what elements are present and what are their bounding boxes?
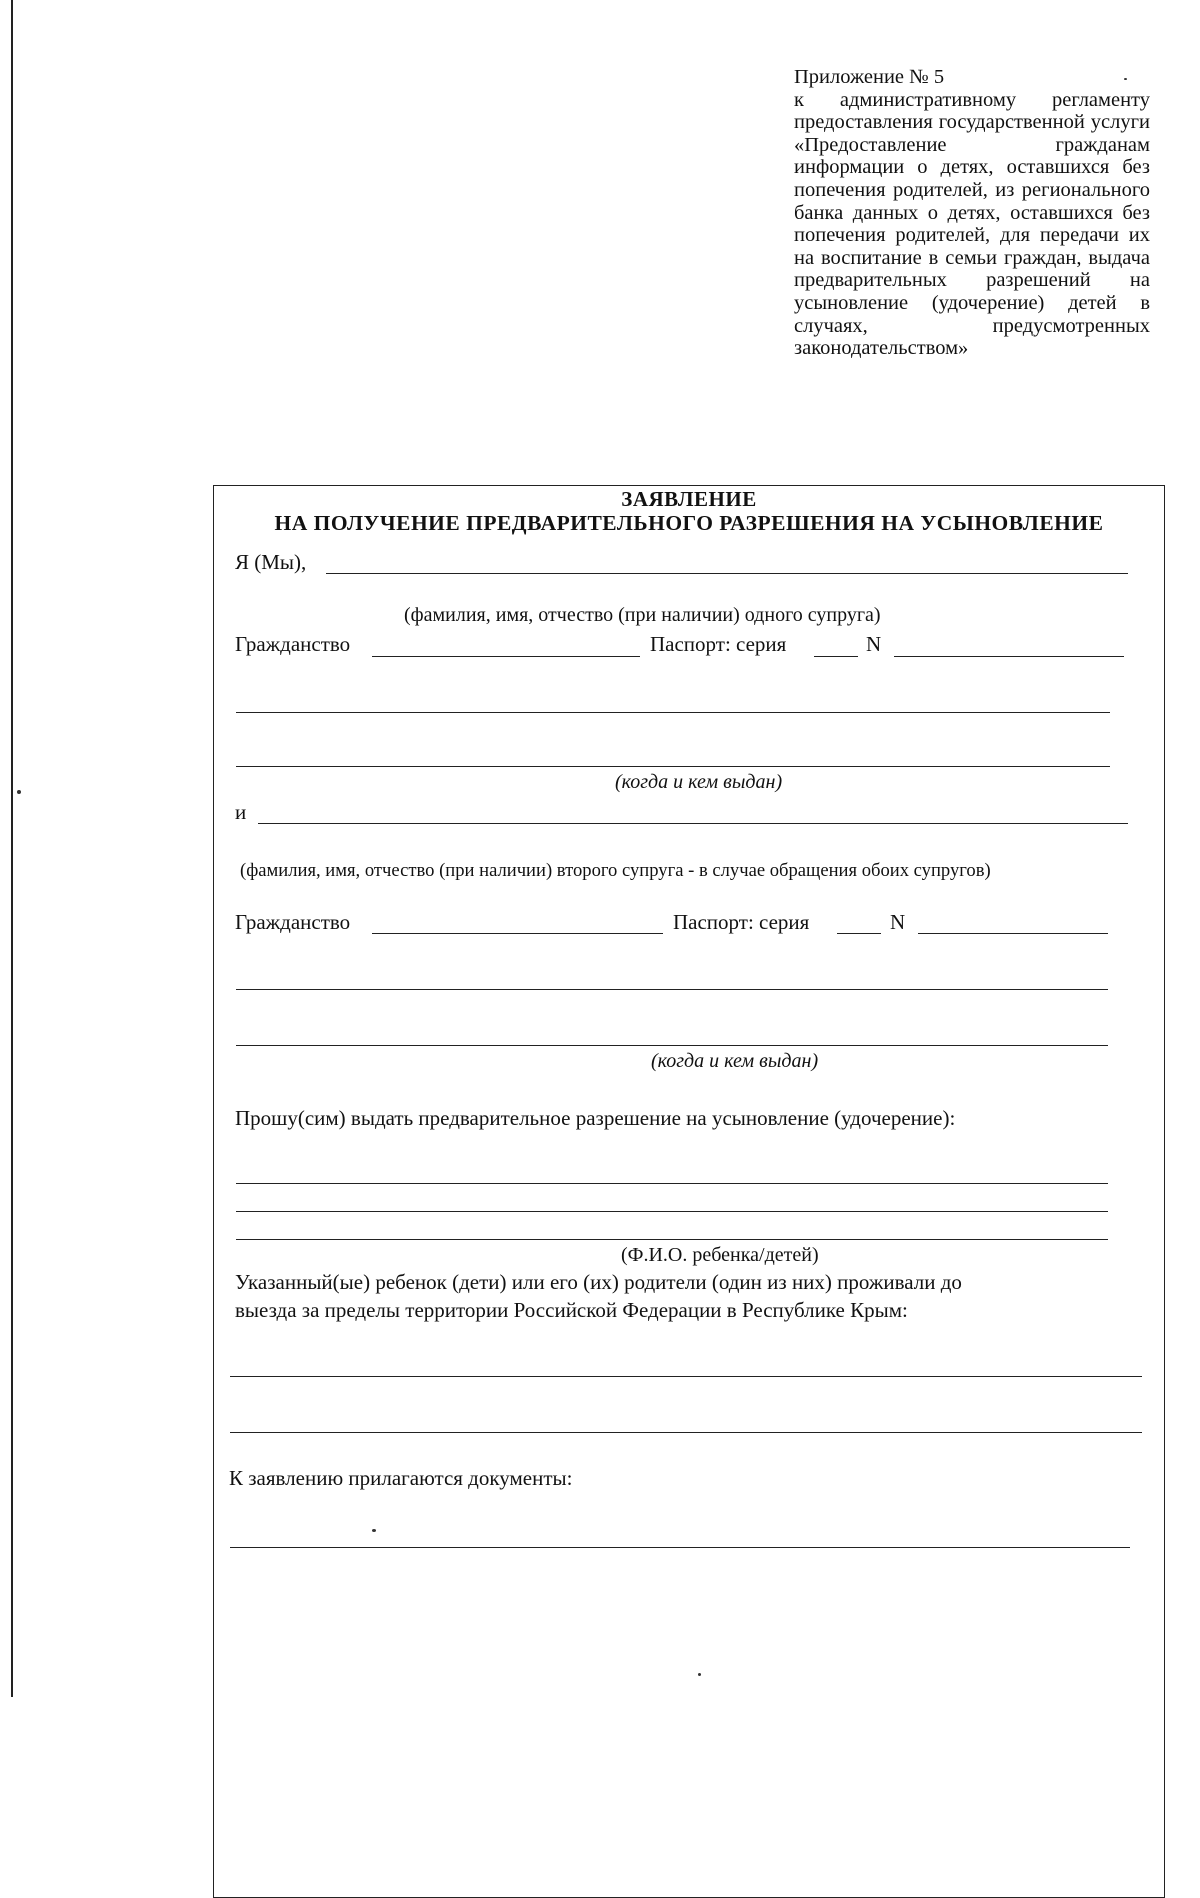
passport-series-field-2[interactable] bbox=[837, 933, 881, 934]
passport-series-label-2: Паспорт: серия bbox=[673, 910, 810, 934]
attachments-label: К заявлению прилагаются документы: bbox=[229, 1466, 573, 1490]
application-form-frame bbox=[213, 485, 1165, 1898]
citizenship-label-2: Гражданство bbox=[235, 910, 351, 934]
and-label: и bbox=[235, 800, 247, 824]
citizenship-label-1: Гражданство bbox=[235, 632, 351, 656]
passport-issued-field-1a[interactable] bbox=[236, 712, 1110, 713]
left-margin-rule bbox=[11, 0, 13, 1697]
residence-field-b[interactable] bbox=[230, 1432, 1142, 1433]
residence-text-line1: Указанный(ые) ребенок (дети) или его (их) родители (один из них) проживали до bbox=[235, 1270, 962, 1294]
issued-caption-1: (когда и кем выдан) bbox=[615, 771, 783, 793]
child-name-field-c[interactable] bbox=[236, 1239, 1108, 1240]
child-name-field-a[interactable] bbox=[236, 1183, 1108, 1184]
passport-issued-field-2a[interactable] bbox=[236, 989, 1108, 990]
appendix-text: к административному регламенту предоставления государственной услуги «Предоставление гражданам информации о детях, оставшихся без попечения родителей, из регионального банка данных о детях, оставшихся без попечения родителей, для передачи их на воспитание в семьи граждан, выдача предварительных разрешений на усыновление (удочерение) детей в случаях, предусмотренных законодательством» bbox=[794, 88, 1150, 360]
residence-text-line2: выезда за пределы территории Российской Федерации в Республике Крым: bbox=[235, 1298, 908, 1322]
appendix-header bbox=[794, 66, 1150, 360]
spouse1-name-field[interactable] bbox=[326, 573, 1128, 574]
child-name-field-b[interactable] bbox=[236, 1211, 1108, 1212]
passport-number-label-1: N bbox=[866, 632, 882, 656]
passport-number-label-2: N bbox=[890, 910, 906, 934]
appendix-number: Приложение № 5 bbox=[794, 66, 945, 88]
form-subtitle: НА ПОЛУЧЕНИЕ ПРЕДВАРИТЕЛЬНОГО РАЗРЕШЕНИЯ НА УСЫНОВЛЕНИЕ bbox=[274, 511, 1104, 535]
passport-issued-field-2b[interactable] bbox=[236, 1045, 1108, 1046]
we-label: Я (Мы), bbox=[235, 550, 307, 574]
spouse2-name-caption: (фамилия, имя, отчество (при наличии) второго супруга - в случае обращения обоих супругов) bbox=[240, 860, 991, 881]
attachments-field[interactable] bbox=[230, 1547, 1130, 1548]
citizenship-field-1[interactable] bbox=[372, 656, 640, 657]
scan-speck bbox=[372, 1529, 376, 1532]
citizenship-field-2[interactable] bbox=[372, 933, 663, 934]
request-text: Прошу(сим) выдать предварительное разрешение на усыновление (удочерение): bbox=[235, 1106, 956, 1130]
issued-caption-2: (когда и кем выдан) bbox=[651, 1050, 819, 1072]
residence-field-a[interactable] bbox=[230, 1376, 1142, 1377]
passport-issued-field-1b[interactable] bbox=[236, 766, 1110, 767]
passport-series-label-1: Паспорт: серия bbox=[650, 632, 787, 656]
passport-series-field-1[interactable] bbox=[814, 656, 858, 657]
passport-number-field-2[interactable] bbox=[918, 933, 1108, 934]
spouse2-name-field[interactable] bbox=[258, 823, 1128, 824]
spouse1-name-caption: (фамилия, имя, отчество (при наличии) одного супруга) bbox=[404, 604, 881, 626]
form-title: ЗАЯВЛЕНИЕ bbox=[621, 487, 757, 511]
passport-number-field-1[interactable] bbox=[894, 656, 1124, 657]
scan-speck bbox=[17, 790, 21, 794]
child-name-caption: (Ф.И.О. ребенка/детей) bbox=[621, 1244, 819, 1266]
